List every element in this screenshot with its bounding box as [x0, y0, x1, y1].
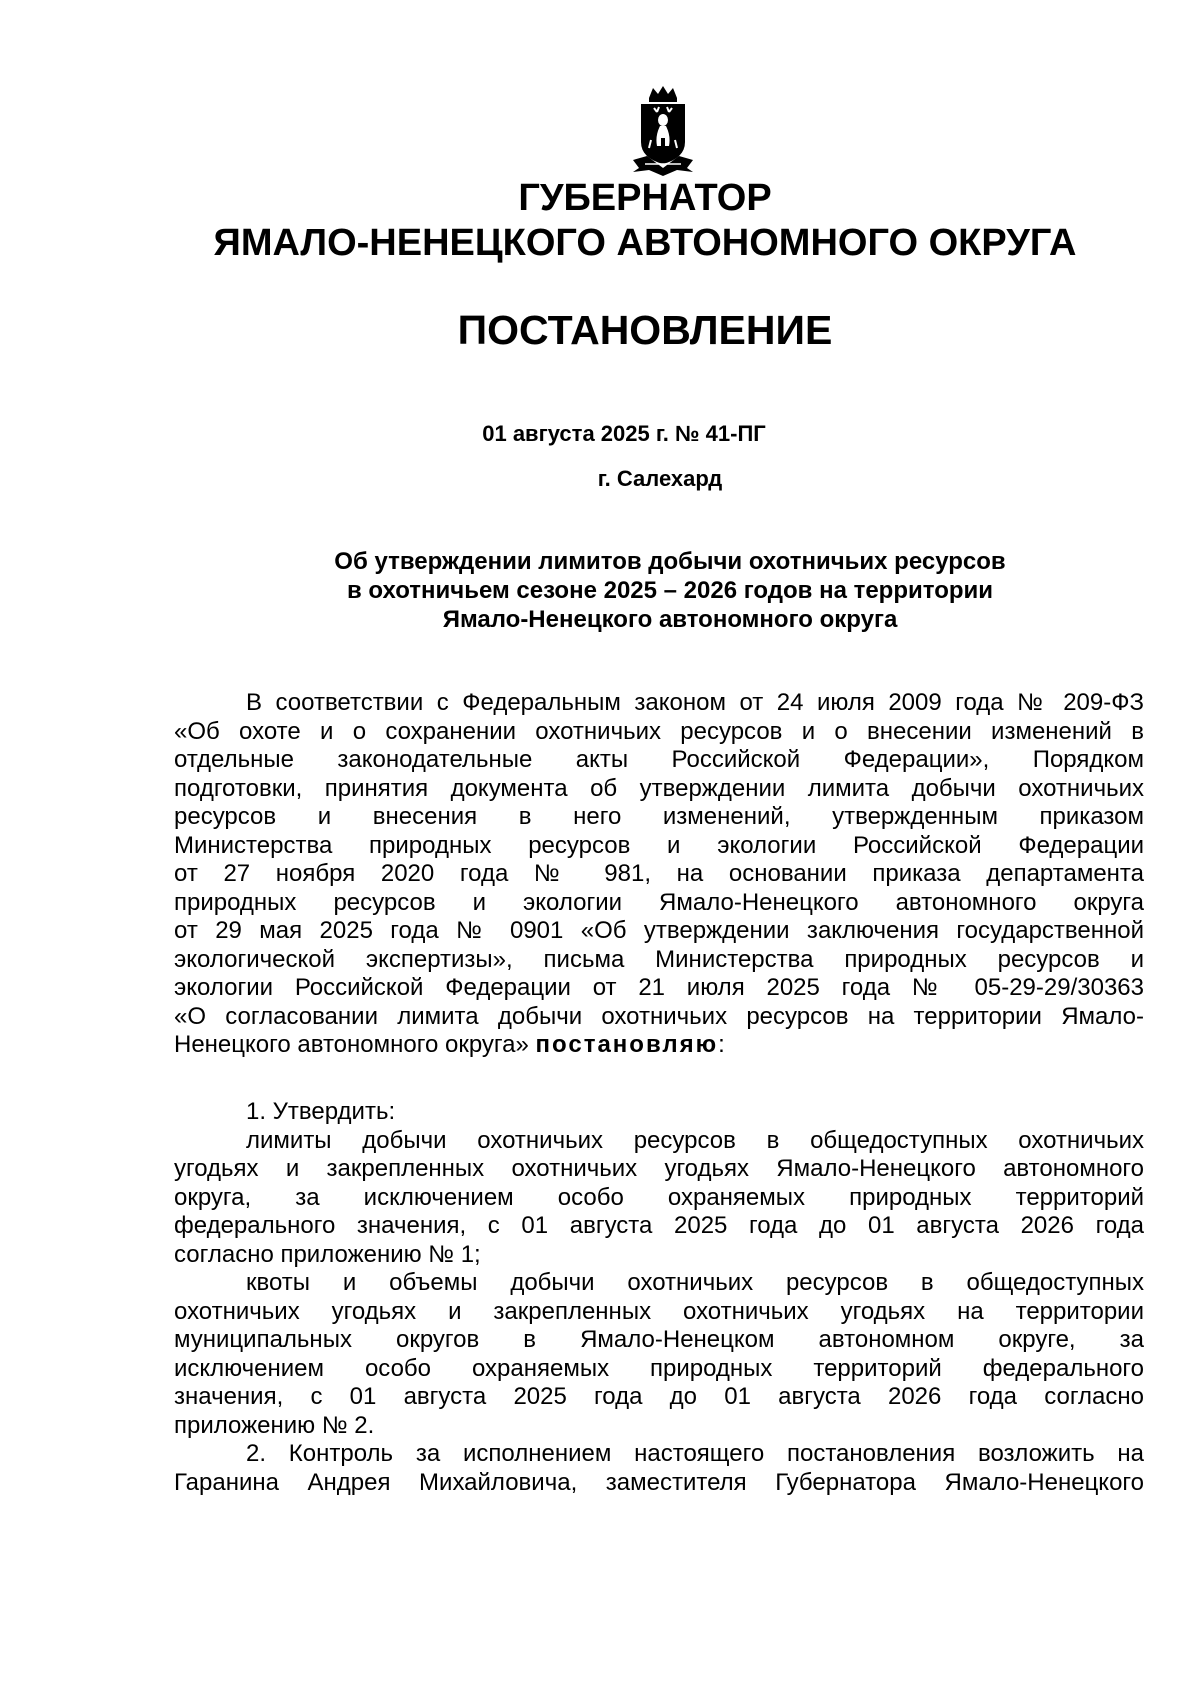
title-line: Об утверждении лимитов добычи охотничьих ресурсов	[334, 548, 1006, 575]
city: г. Салехард	[597, 466, 723, 491]
text-line: «Об охоте и о сохранении охотничьих ресурсов и о внесении изменений в	[174, 717, 1144, 745]
text-line: муниципальных округов в Ямало-Ненецком автономном округе, за	[174, 1326, 1144, 1353]
governor-title: ГУБЕРНАТОР	[518, 177, 772, 219]
text-line: значения, с 01 августа 2025 года до 01 августа 2026 года согласно	[174, 1383, 1144, 1410]
text-line: природных ресурсов и экологии Ямало-Ненецкого автономного округа	[174, 888, 1144, 916]
text-line: отдельные законодательные акты Российской Федерации», Порядком	[174, 746, 1144, 773]
document-title	[230, 547, 1110, 634]
title-line: в охотничьем сезоне 2025 – 2026 годов на территории	[346, 577, 994, 604]
text-line: исключением особо охраняемых природных территорий федерального	[174, 1354, 1144, 1382]
text-line: лимиты добычи охотничьих ресурсов в общедоступных охотничьих	[246, 1126, 1144, 1154]
coat-of-arms-emblem	[627, 84, 699, 176]
text-span: Ненецкого автономного округа»	[174, 1031, 536, 1058]
text-line: подготовки, принятия документа об утверждении лимита добычи охотничьих	[174, 774, 1144, 802]
text-line: Министерства природных ресурсов и экологии Российской Федерации	[174, 831, 1144, 859]
text-line: приложению № 2.	[174, 1411, 375, 1439]
text-line: согласно приложению № 1;	[174, 1240, 481, 1268]
text-line	[174, 1031, 1144, 1060]
text-span: :	[718, 1031, 725, 1058]
text-line: от 29 мая 2025 года № 0901 «Об утверждении заключения государственной	[174, 917, 1144, 944]
operative-part	[174, 1098, 1144, 1497]
text-line: округа, за исключением особо охраняемых природных территорий	[174, 1183, 1144, 1211]
title-line: Ямало-Ненецкого автономного округа	[442, 606, 898, 633]
text-line: от 27 ноября 2020 года № 981, на основании приказа департамента	[174, 860, 1144, 887]
text-line: экологической экспертизы», письма Министерства природных ресурсов и	[174, 945, 1144, 973]
text-line: экологии Российской Федерации от 21 июля 2025 года № 05-29-29/30363	[174, 974, 1144, 1001]
text-line: квоты и объемы добычи охотничьих ресурсов в общедоступных	[246, 1269, 1144, 1296]
text-line: охотничьих угодьях и закрепленных охотничьих угодьях на территории	[174, 1297, 1144, 1325]
decree-word: постановляю	[535, 1031, 719, 1058]
text-line: федерального значения, с 01 августа 2025 года до 01 августа 2026 года	[174, 1212, 1144, 1239]
text-line: 2. Контроль за исполнением настоящего постановления возложить на	[246, 1440, 1144, 1467]
text-line: В соответствии с Федеральным законом от 24 июля 2009 года № 209-ФЗ	[246, 689, 1144, 716]
document-type: ПОСТАНОВЛЕНИЕ	[457, 307, 833, 353]
item-1-heading: 1. Утвердить:	[246, 1098, 396, 1125]
text-line: угодьях и закрепленных охотничьих угодьях Ямало-Ненецкого автономного	[174, 1155, 1144, 1182]
date-and-number: 01 августа 2025 г. № 41-ПГ	[482, 421, 766, 446]
region-title: ЯМАЛО-НЕНЕЦКОГО АВТОНОМНОГО ОКРУГА	[213, 222, 1077, 264]
text-line: «О согласовании лимита добычи охотничьих ресурсов на территории Ямало-	[174, 1002, 1144, 1030]
preamble-paragraph	[174, 689, 1144, 1060]
text-line: Гаранина Андрея Михайловича, заместителя Губернатора Ямало-Ненецкого	[174, 1468, 1144, 1496]
text-line: ресурсов и внесения в него изменений, утвержденным приказом	[174, 803, 1144, 830]
